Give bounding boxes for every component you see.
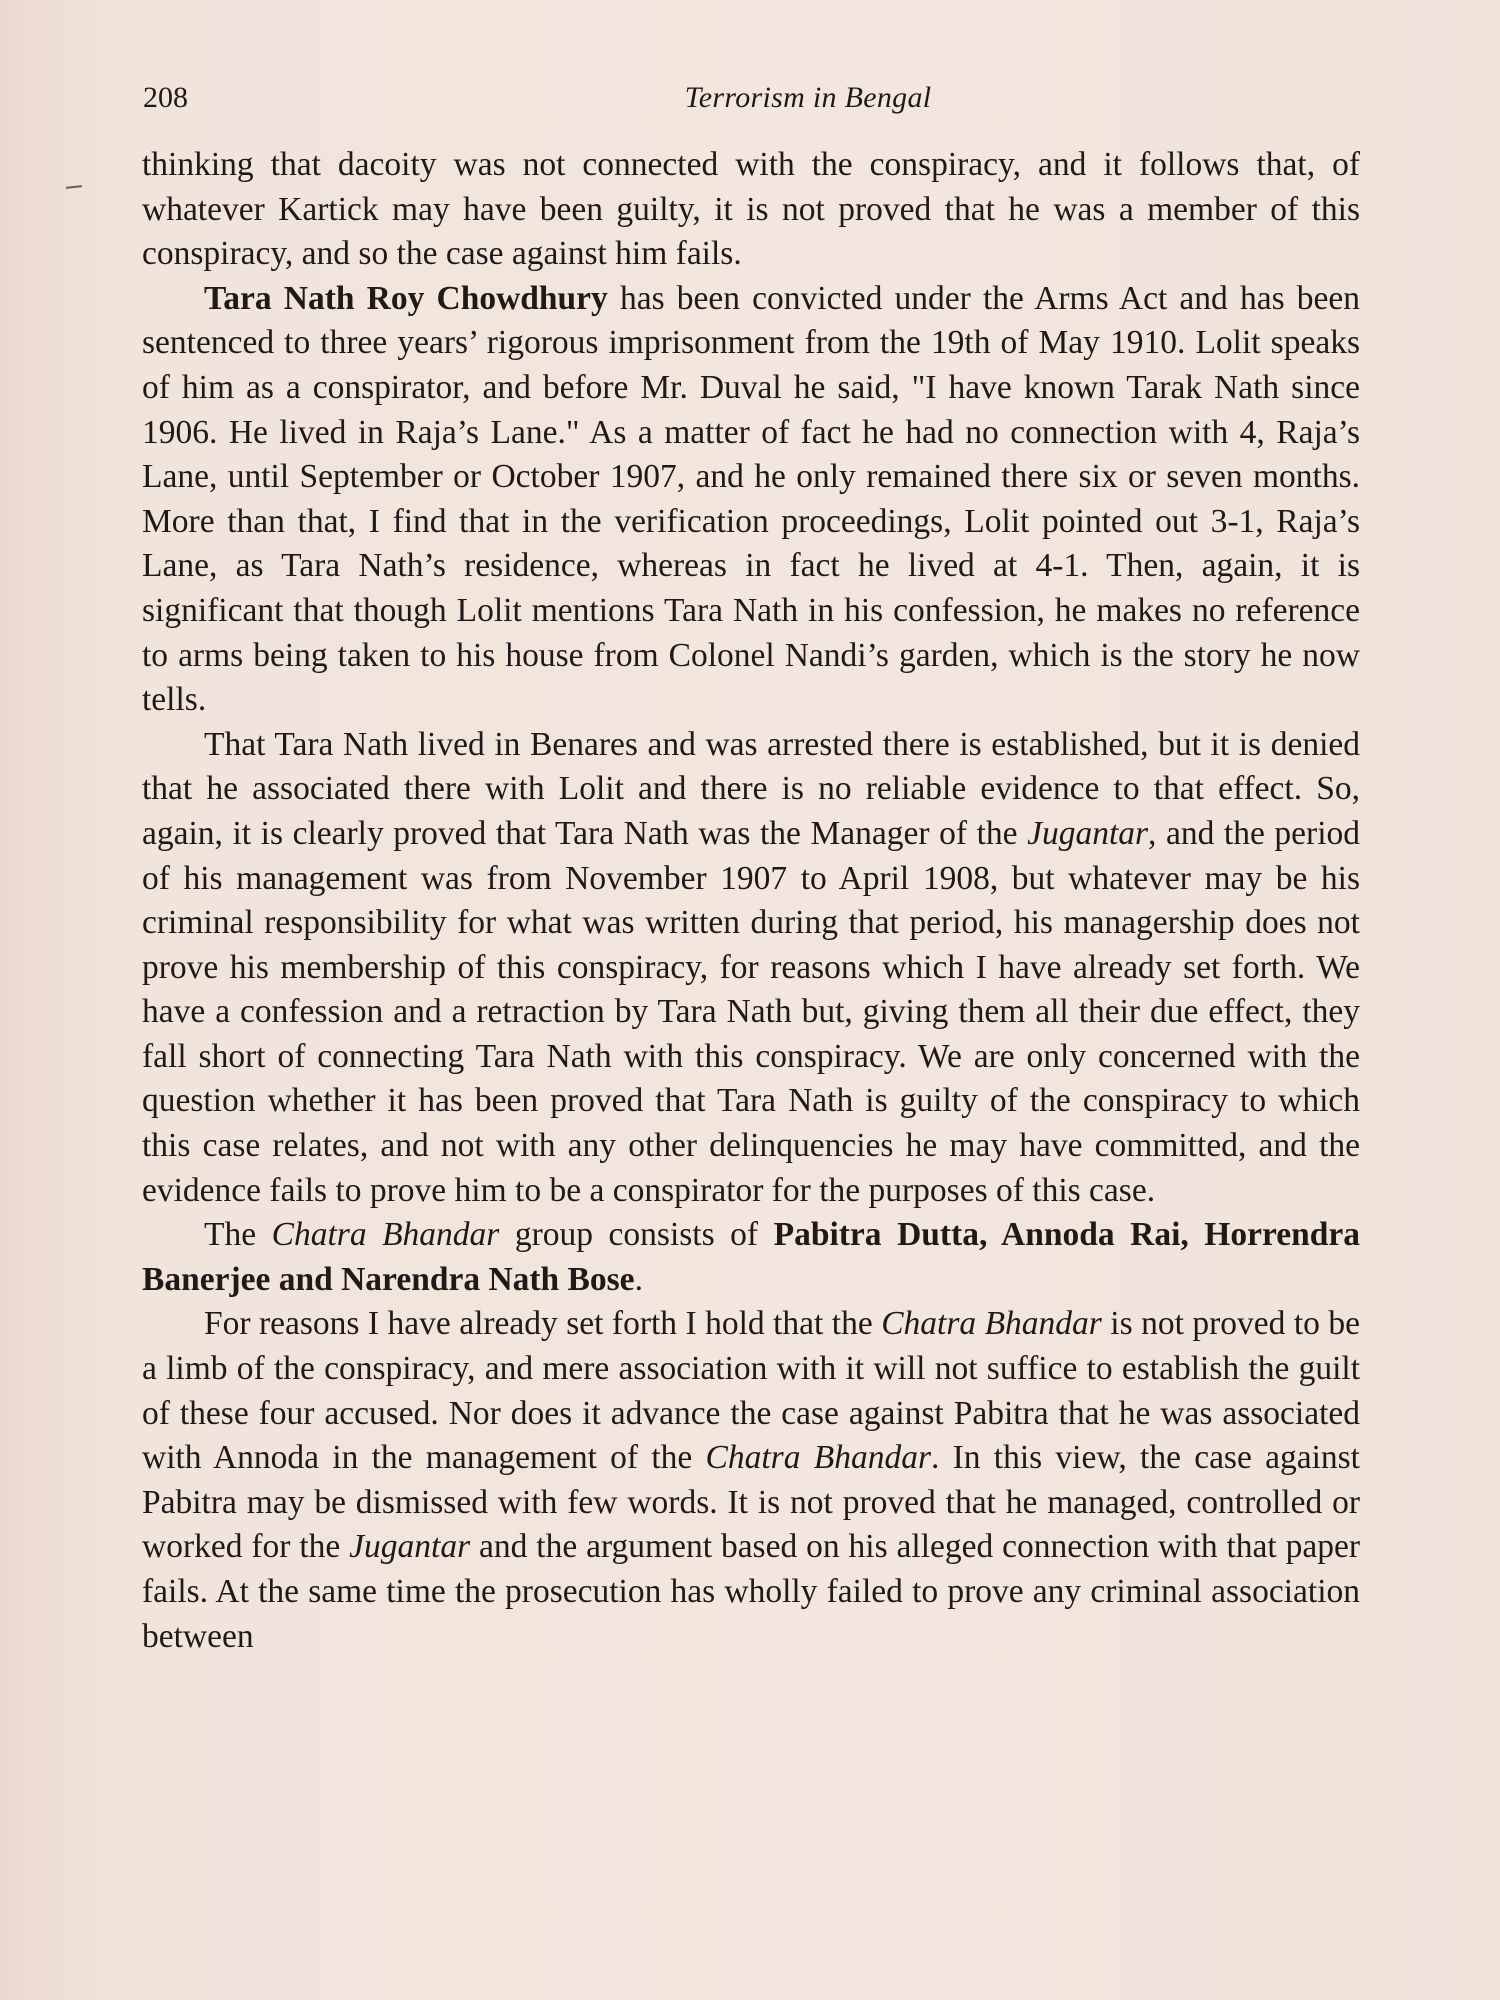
paragraph-tara-nath-arms: [142, 277, 1360, 723]
page-number: 208: [143, 81, 188, 114]
paragraph-text: has been convicted under the Arms Act and has been sentenced to three years’ rigorous imprisonment from the 19th of May 1910. Lolit speaks of him as a conspirator, and before Mr. Duval he said, "I have known Tarak Nath since 1906. He lived in Raja’s Lane." As a matter of fact he had no connection with 4, Raja’s Lane, until September or October 1907, and he only remained there six or seven months. More than that, I find that in the verification proceedings, Lolit pointed out 3-1, Raja’s Lane, as Tara Nath’s residence, whereas in fact he lived at 4-1. Then, again, it is significant that though Lolit mentions Tara Nath in his confession, he makes no reference to arms being taken to his house from Colonel Nandi’s garden, which is the story he now tells.: [142, 279, 1360, 719]
paragraph-kartick: [142, 143, 1360, 277]
group-title: Chatra Bhandar: [705, 1439, 931, 1477]
paragraph-text: For reasons I have already set forth I hold that the: [204, 1305, 882, 1343]
accused-names: Pabitra Dutta, Annoda Rai, Horrendra Banerjee and Narendra Nath Bose: [142, 1216, 1360, 1298]
newspaper-title: Jugantar: [1027, 814, 1149, 852]
body-text: [142, 143, 1360, 1659]
accused-name: Tara Nath Roy Chowdhury: [204, 279, 608, 317]
paragraph-text: That Tara Nath lived in Benares and was arrested there is established, but it is denied that he associated there with Lolit and there is no reliable evidence to that effect. So, again, it is clearly proved that Tara Nath was the Manager of the: [142, 725, 1360, 852]
paragraph-pabitra: [142, 1302, 1360, 1659]
group-title: Chatra Bhandar: [881, 1305, 1102, 1343]
paragraph-tara-nath-benares: [142, 723, 1360, 1214]
paragraph-text: is not proved to be a limb of the conspiracy, and mere association with it will not suffice to establish the guilt of these four accused. Nor does it advance the case against Pabitra that he was associated with Annoda in the management of the: [142, 1305, 1360, 1477]
paragraph-text: , and the period of his management was from November 1907 to April 1908, but whatever may be his criminal responsibility for what was written during that period, his managership does not prove his membership of this conspiracy, for reasons which I have already set forth. We have a confession and a retraction by Tara Nath but, giving them all their due effect, they fall short of connecting Tara Nath with this conspiracy. We are only concerned with the question whether it has been proved that Tara Nath is guilty of the conspiracy to which this case relates, and not with any other delinquencies he may have committed, and the evidence fails to prove him to be a conspirator for the purposes of this case.: [142, 814, 1360, 1209]
paragraph-text: .: [634, 1260, 643, 1298]
paragraph-text: group consists of: [499, 1216, 774, 1254]
paragraph-chatra-bhandar-group: [142, 1213, 1360, 1302]
paragraph-text: . In this view, the case against Pabitra may be dismissed with few words. It is not proved that he managed, controlled or worked for the: [142, 1439, 1360, 1566]
page-header: [143, 78, 1360, 118]
running-title: Terrorism in Bengal: [684, 81, 932, 114]
margin-mark: [66, 185, 82, 189]
paragraph-text: The: [204, 1216, 272, 1254]
paragraph-text: and the argument based on his alleged connection with that paper fails. At the same time the prosecution has wholly failed to prove any criminal association between: [142, 1528, 1360, 1655]
group-title: Chatra Bhandar: [271, 1216, 500, 1254]
paragraph-text: thinking that dacoity was not connected with the conspiracy, and it follows that, of whatever Kartick may have been guilty, it is not proved that he was a member of this conspiracy, and so the case against him fails.: [142, 146, 1360, 273]
newspaper-title: Jugantar: [349, 1528, 471, 1566]
